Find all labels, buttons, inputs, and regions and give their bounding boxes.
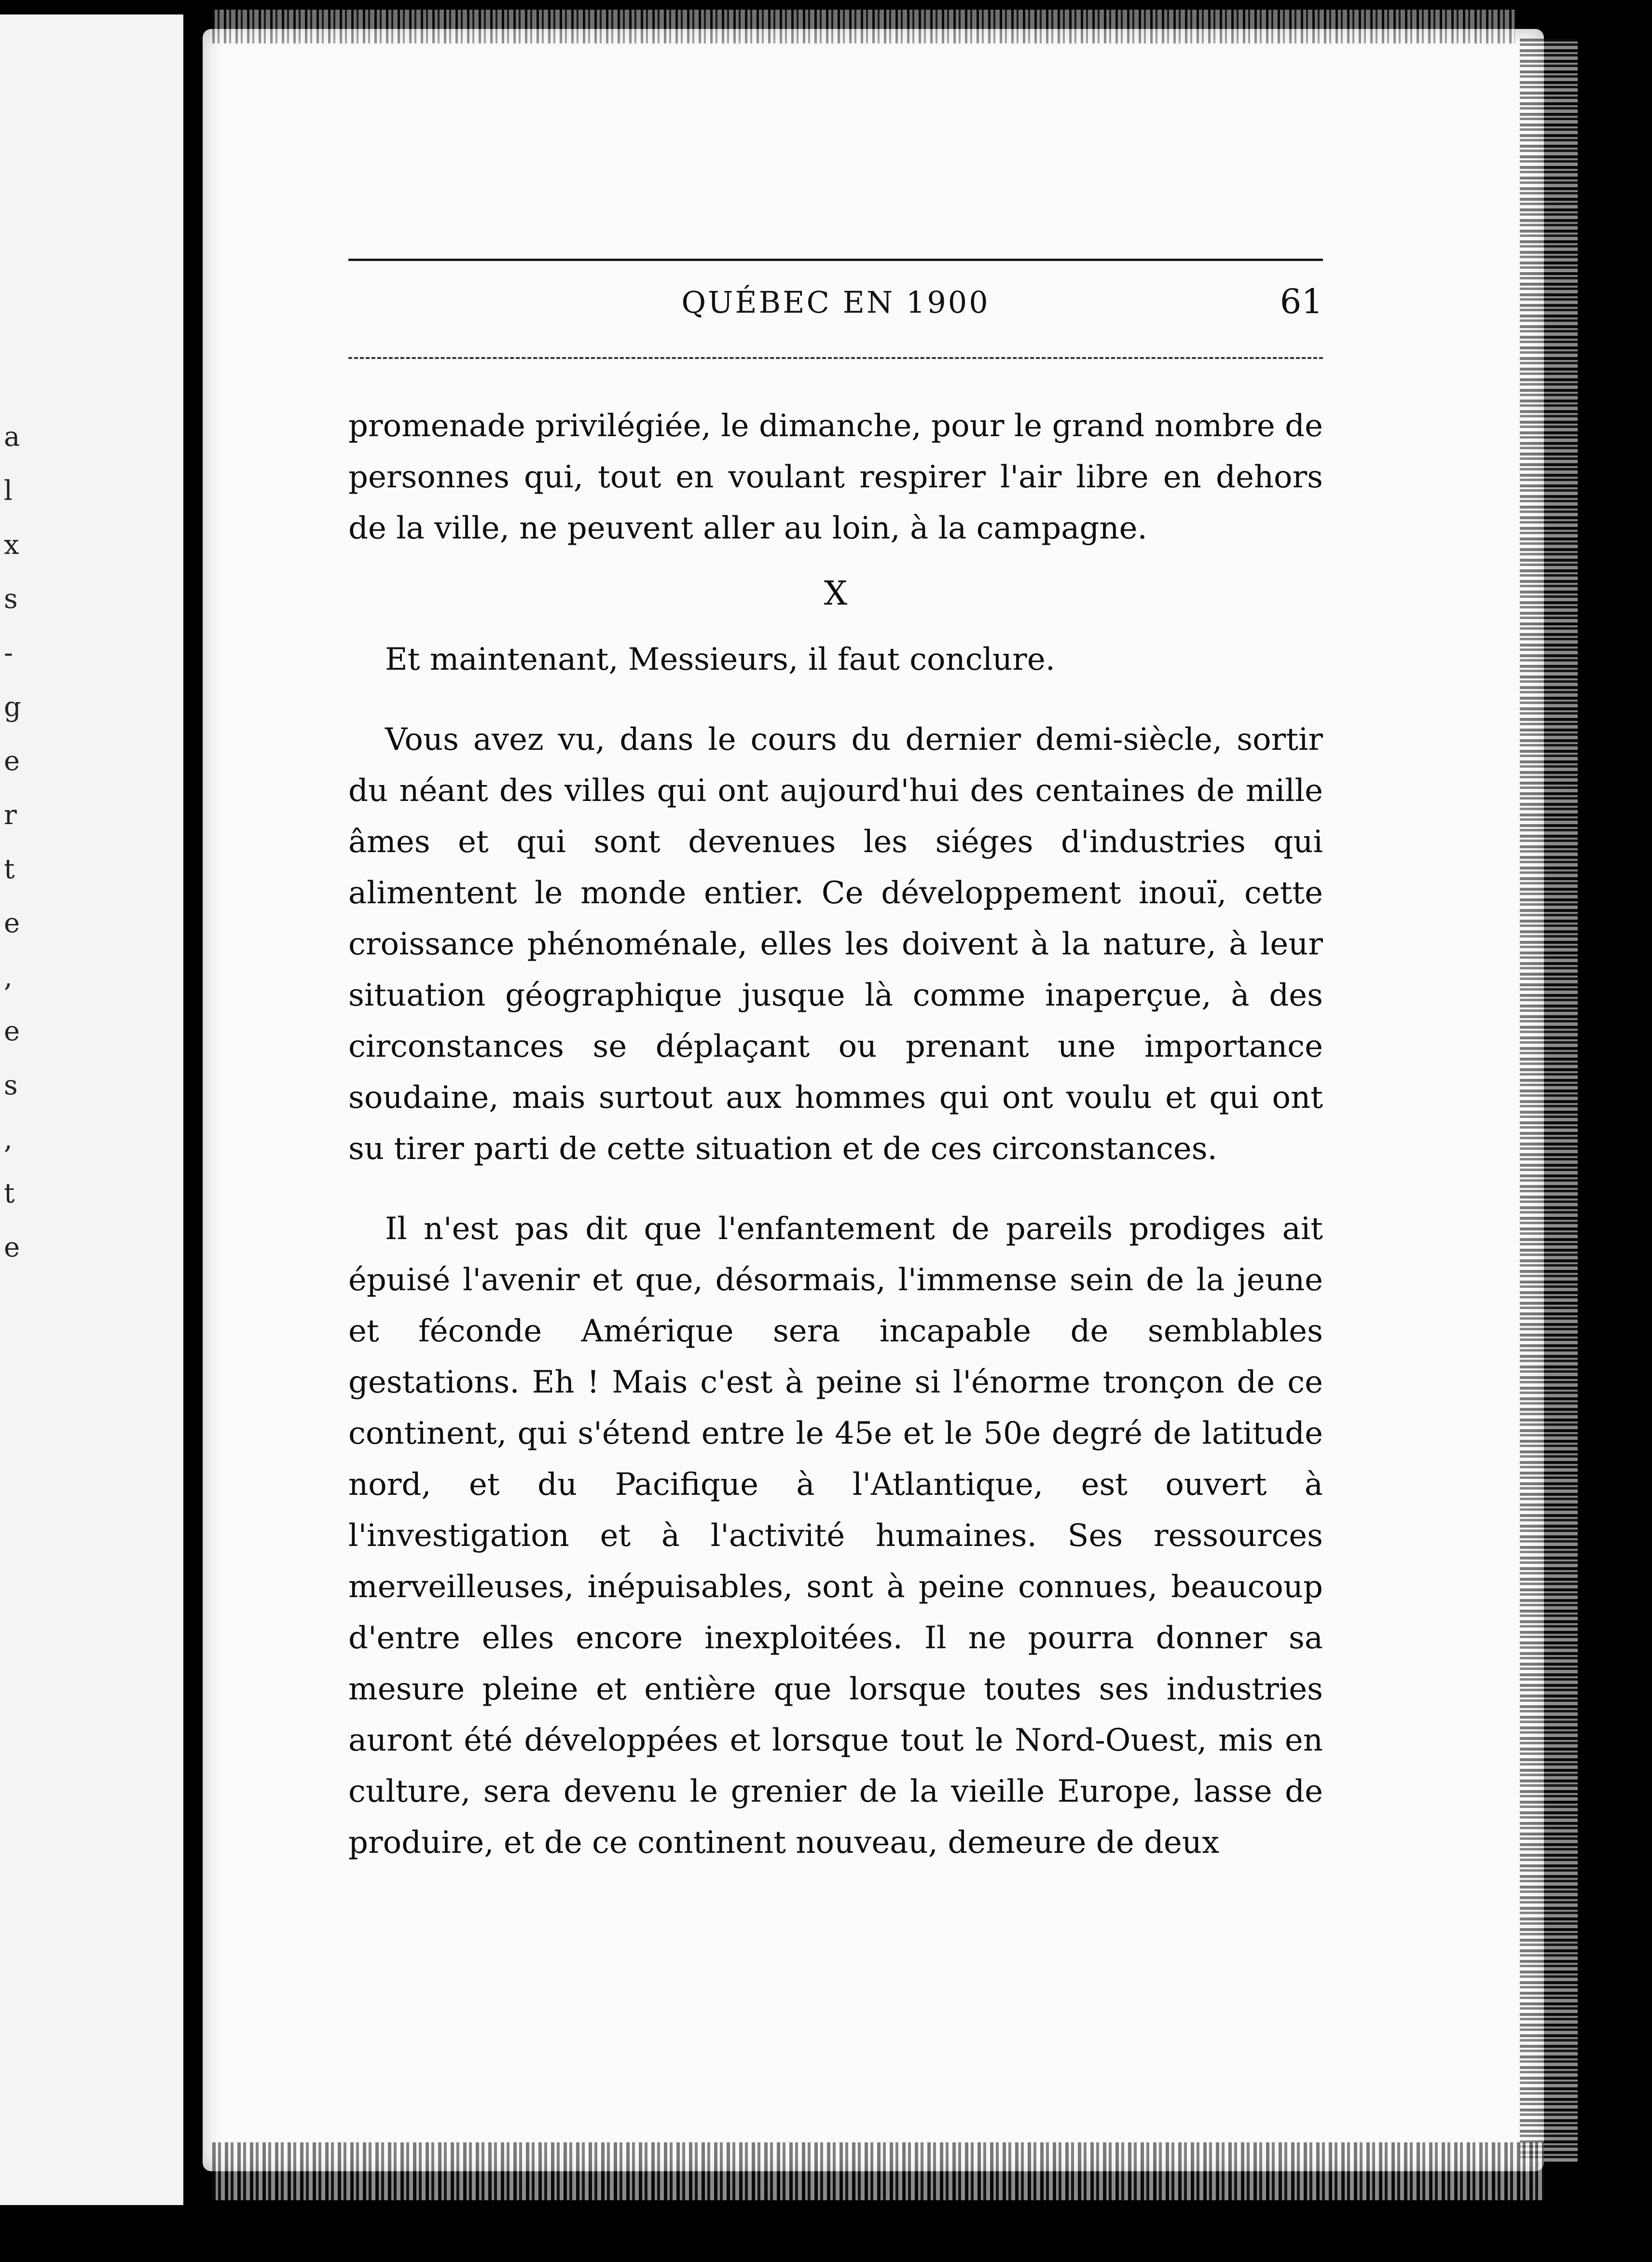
header-rule-top — [348, 259, 1323, 261]
margin-letter: l — [4, 475, 13, 507]
scan-noise-right — [1520, 39, 1578, 2162]
margin-letter: - — [4, 637, 13, 669]
facing-page-strip — [0, 14, 183, 2205]
paragraph: Il n'est pas dit que l'enfantement de pareils prodiges ait épuisé l'avenir et que, désormais, l'immense sein de la jeune et féconde Amérique sera incapable de semblables gestations. Eh ! Mais c'est à peine si l'énorme tronçon de ce continent, qui s'étend entre le 45e et le 50e degré de latitude nord, et du Pacifique à l'Atlantique, est ouvert à l'investigation et à l'activité humaines. Ses ressources merveilleuses, inépuisables, sont à peine connues, beaucoup d'entre elles encore inexploitées. Il ne pourra donner sa mesure pleine et entière que lorsque toutes ses industries auront été développées et lorsque tout le Nord-Ouest, mis en culture, sera devenu le grenier de la vieille Europe, lasse de produire, et de ce continent nouveau, demeure de deux — [348, 1211, 1323, 1861]
running-title: QUÉBEC EN 1900 — [681, 285, 990, 320]
facing-page-letters — [4, 410, 23, 1275]
body-text — [348, 400, 1323, 1868]
margin-letter: x — [4, 529, 19, 561]
margin-letter: t — [4, 1178, 15, 1209]
margin-letter: g — [4, 691, 21, 723]
margin-letter: e — [4, 1232, 20, 1263]
margin-letter: e — [4, 1016, 20, 1047]
margin-letter: r — [4, 800, 17, 831]
margin-letter: e — [4, 908, 20, 939]
page-number: 61 — [1280, 282, 1323, 321]
margin-letter: , — [4, 962, 13, 993]
margin-letter: t — [4, 854, 15, 885]
margin-letter: e — [4, 745, 20, 777]
scan-noise-bottom — [212, 2142, 1544, 2200]
paragraph: Et maintenant, Messieurs, il faut conclure. — [385, 642, 1056, 677]
header-rule-bottom — [348, 357, 1323, 359]
margin-letter: a — [4, 421, 20, 453]
paragraph: Vous avez vu, dans le cours du dernier demi-siècle, sortir du néant des villes qui ont aujourd'hui des centaines de mille âmes et qui sont devenues les siéges d'industries qui alimentent le monde entier. Ce développement inouï, cette croissance phénoménale, elles les doivent à la nature, à leur situation géographique jusque là comme inaperçue, à des circonstances se déplaçant ou prenant une importance soudaine, mais surtout aux hommes qui ont voulu et qui ont su tirer parti de cette situation et de ces circonstances. — [348, 722, 1323, 1167]
binding-shadow — [183, 0, 195, 2262]
margin-letter: , — [4, 1124, 13, 1155]
margin-letter: s — [4, 583, 18, 615]
margin-letter: s — [4, 1070, 18, 1101]
section-heading: X — [824, 575, 848, 613]
running-head — [348, 282, 1323, 338]
scan-noise-top — [212, 10, 1515, 43]
paragraph-continuation: promenade privilégiée, le dimanche, pour le grand nombre de personnes qui, tout en voulant respirer l'air libre en dehors de la ville, ne peuvent aller au loin, à la campagne. — [348, 408, 1323, 546]
